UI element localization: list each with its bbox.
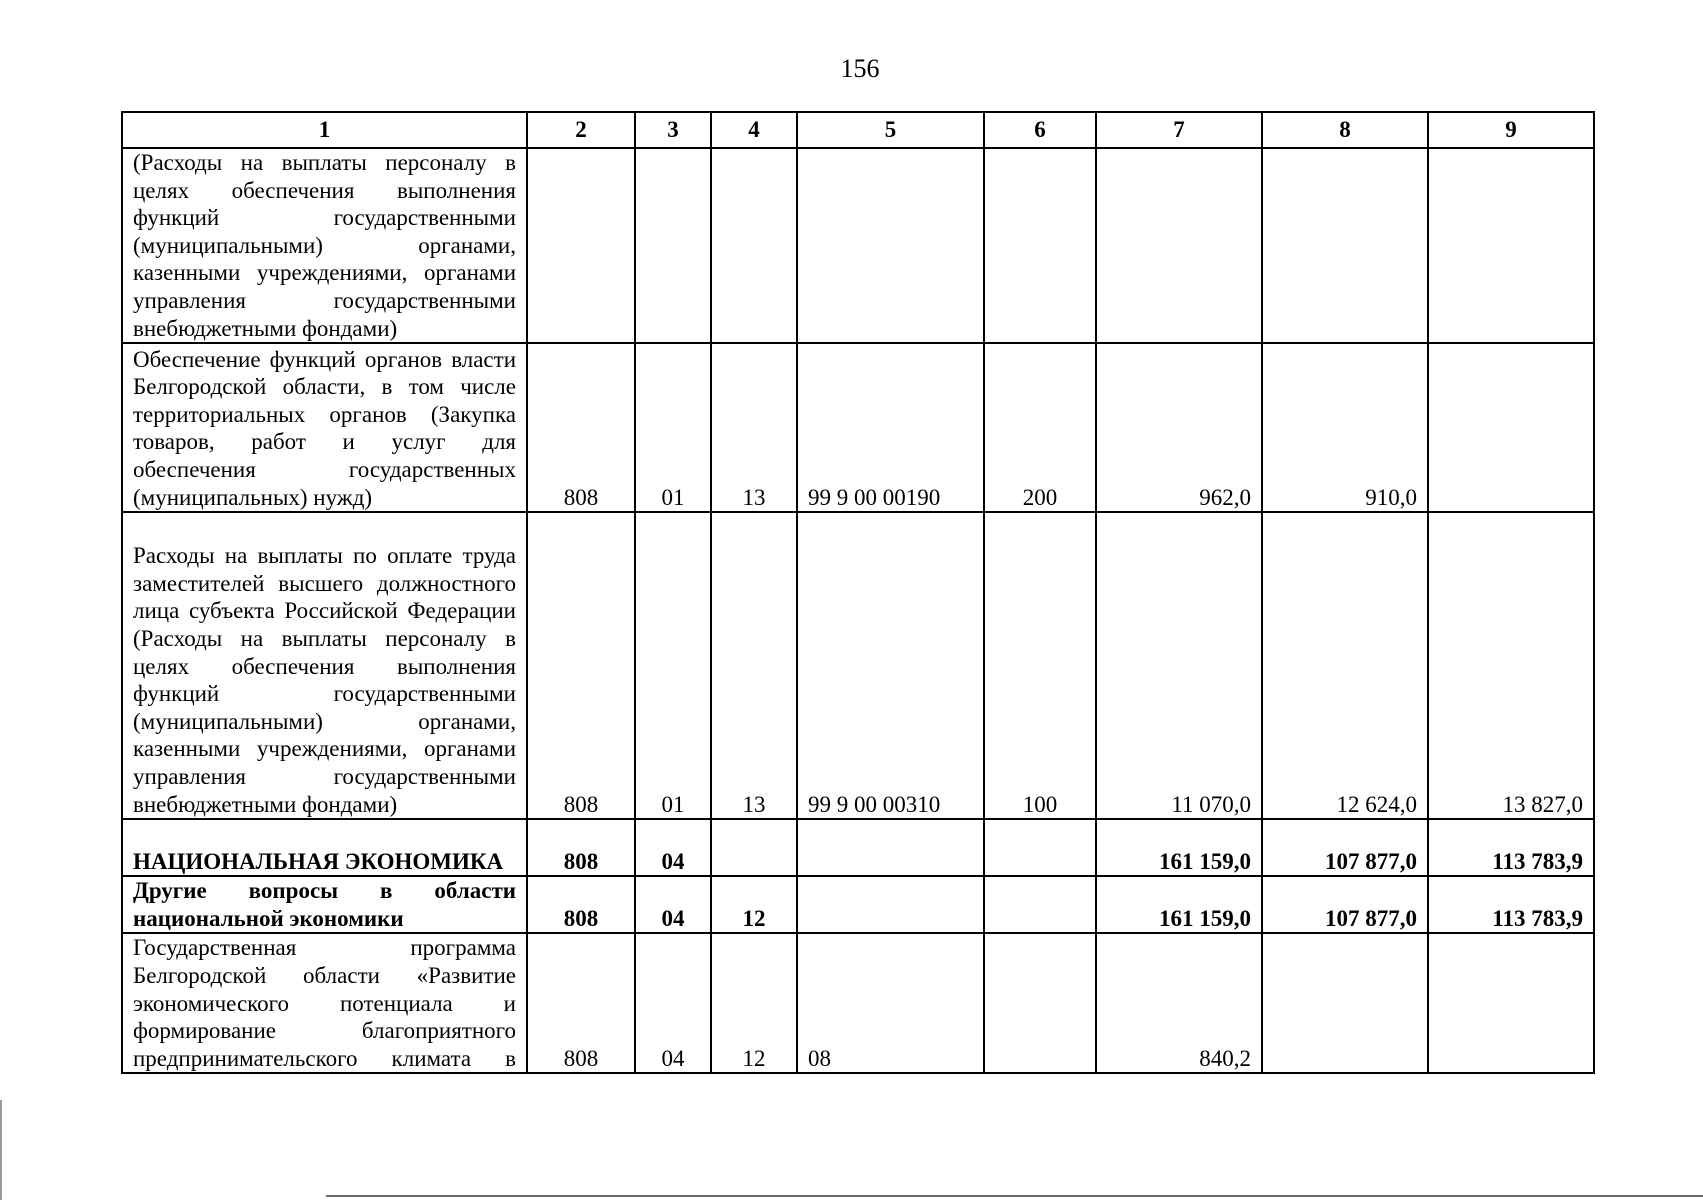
cell-amount-col7 [1096, 148, 1262, 343]
cell-amount-col9 [1428, 148, 1594, 343]
cell-amount-col8 [1262, 933, 1428, 1073]
header-row [122, 112, 1594, 148]
header-col-2: 2 [527, 112, 635, 148]
cell-expense-type [984, 819, 1096, 876]
cell-expense-type [984, 933, 1096, 1073]
table-row [122, 512, 1594, 819]
cell-amount-col9: 13 827,0 [1428, 512, 1594, 819]
cell-amount-col8 [1262, 148, 1428, 343]
cell-target-article [797, 876, 984, 933]
cell-subsection [711, 819, 797, 876]
cell-section: 01 [635, 343, 711, 512]
cell-section: 04 [635, 933, 711, 1073]
header-col-9: 9 [1428, 112, 1594, 148]
table-row [122, 819, 1594, 876]
page-number: 156 [840, 54, 880, 83]
cell-expense-type [984, 148, 1096, 343]
header-col-7: 7 [1096, 112, 1262, 148]
cell-amount-col9 [1428, 933, 1594, 1073]
cell-gov-code [527, 148, 635, 343]
cell-amount-col9: 113 783,9 [1428, 819, 1594, 876]
header-col-3: 3 [635, 112, 711, 148]
cell-amount-col7: 161 159,0 [1096, 876, 1262, 933]
cell-amount-col7: 840,2 [1096, 933, 1262, 1073]
cell-target-article: 08 [797, 933, 984, 1073]
cell-subsection: 12 [711, 933, 797, 1073]
row-name: Обеспечение функций органов власти Белгородской области, в том числе территориальных органов (Закупка товаров, работ и услуг для обеспечения государственных (муниципальных) нужд) [122, 343, 527, 512]
row-name: Расходы на выплаты по оплате труда заместителей высшего должностного лица субъекта Российской Федерации (Расходы на выплаты персоналу в целях обеспечения выполнения функций государственными (муниципальными) органами, казенными учреждениями, органами управления государственными внебюджетными фондами) [122, 512, 527, 819]
cell-amount-col9 [1428, 343, 1594, 512]
cell-subsection: 13 [711, 343, 797, 512]
cell-gov-code: 808 [527, 819, 635, 876]
table-row [122, 148, 1594, 343]
cell-target-article: 99 9 00 00310 [797, 512, 984, 819]
scan-edge-line [0, 1100, 2, 1200]
cell-amount-col8: 107 877,0 [1262, 819, 1428, 876]
cell-amount-col8: 12 624,0 [1262, 512, 1428, 819]
cell-amount-col9: 113 783,9 [1428, 876, 1594, 933]
row-name: Другие вопросы в области национальной экономики [122, 876, 527, 933]
row-name: Государственная программа Белгородской области «Развитие экономического потенциала и формирование благоприятного предпринимательского климата в [122, 933, 527, 1073]
row-name: НАЦИОНАЛЬНАЯ ЭКОНОМИКА [122, 819, 527, 876]
cell-amount-col8: 910,0 [1262, 343, 1428, 512]
cell-section: 04 [635, 876, 711, 933]
cell-target-article [797, 148, 984, 343]
cell-gov-code: 808 [527, 512, 635, 819]
cell-target-article: 99 9 00 00190 [797, 343, 984, 512]
cell-subsection [711, 148, 797, 343]
table-row [122, 343, 1594, 512]
cell-gov-code: 808 [527, 343, 635, 512]
table-row [122, 876, 1594, 933]
header-col-1: 1 [122, 112, 527, 148]
header-col-6: 6 [984, 112, 1096, 148]
cell-gov-code: 808 [527, 876, 635, 933]
cell-expense-type: 200 [984, 343, 1096, 512]
cell-subsection: 13 [711, 512, 797, 819]
cell-gov-code: 808 [527, 933, 635, 1073]
header-col-8: 8 [1262, 112, 1428, 148]
header-col-4: 4 [711, 112, 797, 148]
header-col-5: 5 [797, 112, 984, 148]
cell-amount-col7: 161 159,0 [1096, 819, 1262, 876]
cell-section: 04 [635, 819, 711, 876]
table-row [122, 933, 1594, 1073]
cell-amount-col8: 107 877,0 [1262, 876, 1428, 933]
cell-subsection: 12 [711, 876, 797, 933]
bottom-divider [326, 1195, 1703, 1197]
budget-table [121, 111, 1595, 1074]
cell-expense-type [984, 876, 1096, 933]
cell-amount-col7: 962,0 [1096, 343, 1262, 512]
row-name: (Расходы на выплаты персоналу в целях обеспечения выполнения функций государственными (муниципальными) органами, казенными учреждениями, органами управления государственными внебюджетными фондами) [122, 148, 527, 343]
cell-section: 01 [635, 512, 711, 819]
cell-section [635, 148, 711, 343]
cell-expense-type: 100 [984, 512, 1096, 819]
cell-amount-col7: 11 070,0 [1096, 512, 1262, 819]
cell-target-article [797, 819, 984, 876]
